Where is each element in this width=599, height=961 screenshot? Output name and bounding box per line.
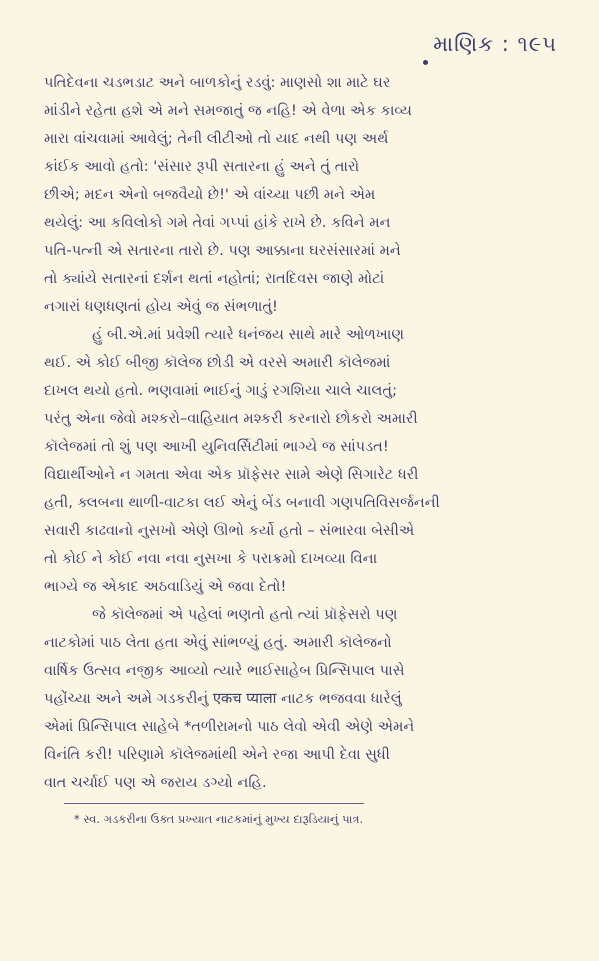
text-line: સવારી કાઢવાનો નુસખો એણે ઊભો કર્યો હતો – સંભારવા બેસીએ: [44, 522, 415, 539]
header-dot: [423, 60, 428, 65]
text-line: પતિ-પત્ની એ સતારના તારો છે. પણ આક્કાના ઘરસંસારમાં મને: [44, 242, 401, 259]
text-line: માંડીને રહેતા હશે એ મને સમજાતું જ નહિ! એ વેળા એક કાવ્ય: [44, 102, 412, 119]
text-line: થયેલું: આ કવિલોકો ગમે તેવાં ગપ્પાં હાંકે રાખે છે. કવિને મન: [44, 214, 391, 231]
text-line: કાંઈક આવો હતો: 'સંસાર રૂપી સતારના હું અને તું તારો: [44, 158, 360, 175]
text-line: ભાગ્યે જ એકાદ અઠવાડિયું એ જવા દેતો!: [44, 578, 287, 595]
footnote: * સ્વ. ગડકરીના ઉક્ત પ્રખ્યાત નાટકમાંનું મુખ્ય દારૂડિયાનું પાત્ર.: [74, 812, 364, 826]
text-line: વિનંતિ કરી! પરિણામે કૉલેજમાંથી એને રજા આપી દેવા સુધી: [44, 746, 390, 763]
text-line: તો કોઈ ને કોઈ નવા નવા નુસખા કે પરાક્રમો દાખવ્યા વિના: [44, 550, 378, 567]
text-line: વાર્ષિક ઉત્સવ નજીક આવ્યો ત્યારે ભાઈસાહેબ પ્રિન્સિપાલ પાસે: [44, 662, 405, 679]
text-line: હતી, ક્લબના થાળી-વાટકા લઈ એનું બેંડ બનાવી ગણપતિવિસર્જનની: [44, 494, 440, 511]
paragraph-2: [44, 321, 561, 601]
text-line: જે કૉલેજમાં એ પહેલાં ભણતો હતો ત્યાં પ્રૉફેસરો પણ: [92, 606, 398, 623]
text-line: પતિદેવના ચડભડાટ અને બાળકોનું રડવું: માણસો શા માટે ઘર: [44, 74, 391, 91]
page-header: માણિક : ૧૯૫: [433, 32, 557, 56]
paragraph-1: [44, 69, 561, 321]
text-line: વાત ચર્ચાઈ પણ એ જરાય ડગ્યો નહિ.: [44, 774, 267, 791]
text-line: પરંતુ એના જેવો મશ્કરો–વાહિયાત મશ્કરી કરનારો છોકરો અમારી: [44, 410, 418, 427]
text-line: થઈ. એ કોઈ બીજી કૉલેજ છોડી એ વરસે અમારી કૉલેજમાં: [44, 354, 391, 371]
paragraph-3: [44, 601, 561, 797]
text-line: મારા વાંચવામાં આવેલું; તેની લીટીઓ તો યાદ નથી પણ અર્થ: [44, 130, 389, 147]
text-line: નાટકોમાં પાઠ લેતા હતા એવું સાંભળ્યું હતું. અમારી કૉલેજનો: [44, 634, 392, 651]
text-line: હું બી.એ.માં પ્રવેશી ત્યારે ધનંજય સાથે મારે ઓળખાણ: [92, 326, 405, 343]
text-line: વિદ્યાર્થીઓને ન ગમતા એવા એક પ્રૉફેસર સામે એણે સિગારેટ ધરી: [44, 466, 419, 483]
text-line: દાખલ થયો હતો. ભણવામાં ભાઈનું ગાડું રગશિયા ચાલે ચાલતું;: [44, 382, 398, 399]
text-line: તો ક્યાંયે સતારનાં દર્શન થતાં નહોતાં; રાતદિવસ જાણે મોટાં: [44, 270, 385, 287]
text-line: એમાં પ્રિન્સિપાલ સાહેબે *તળીરામનો પાઠ લેવો એવી એણે એમને: [44, 718, 415, 735]
text-line: છીએ; મદન એનો બજવૈયો છે!' એ વાંચ્યા પછી મને એમ: [44, 186, 376, 203]
text-line: નગારાં ધણધણતાં હોય એવું જ સંભળાતું!: [44, 298, 278, 315]
text-line: પહોંચ્યા અને અમે ગડકરીનું एकच प्याला નાટક ભજવવા ધારેલું: [44, 690, 402, 707]
footnote-divider: [64, 803, 364, 804]
text-line: કૉલેજમાં તો શું પણ આખી યુનિવર્સિટીમાં ભાગ્યે જ સાંપડત!: [44, 438, 389, 455]
